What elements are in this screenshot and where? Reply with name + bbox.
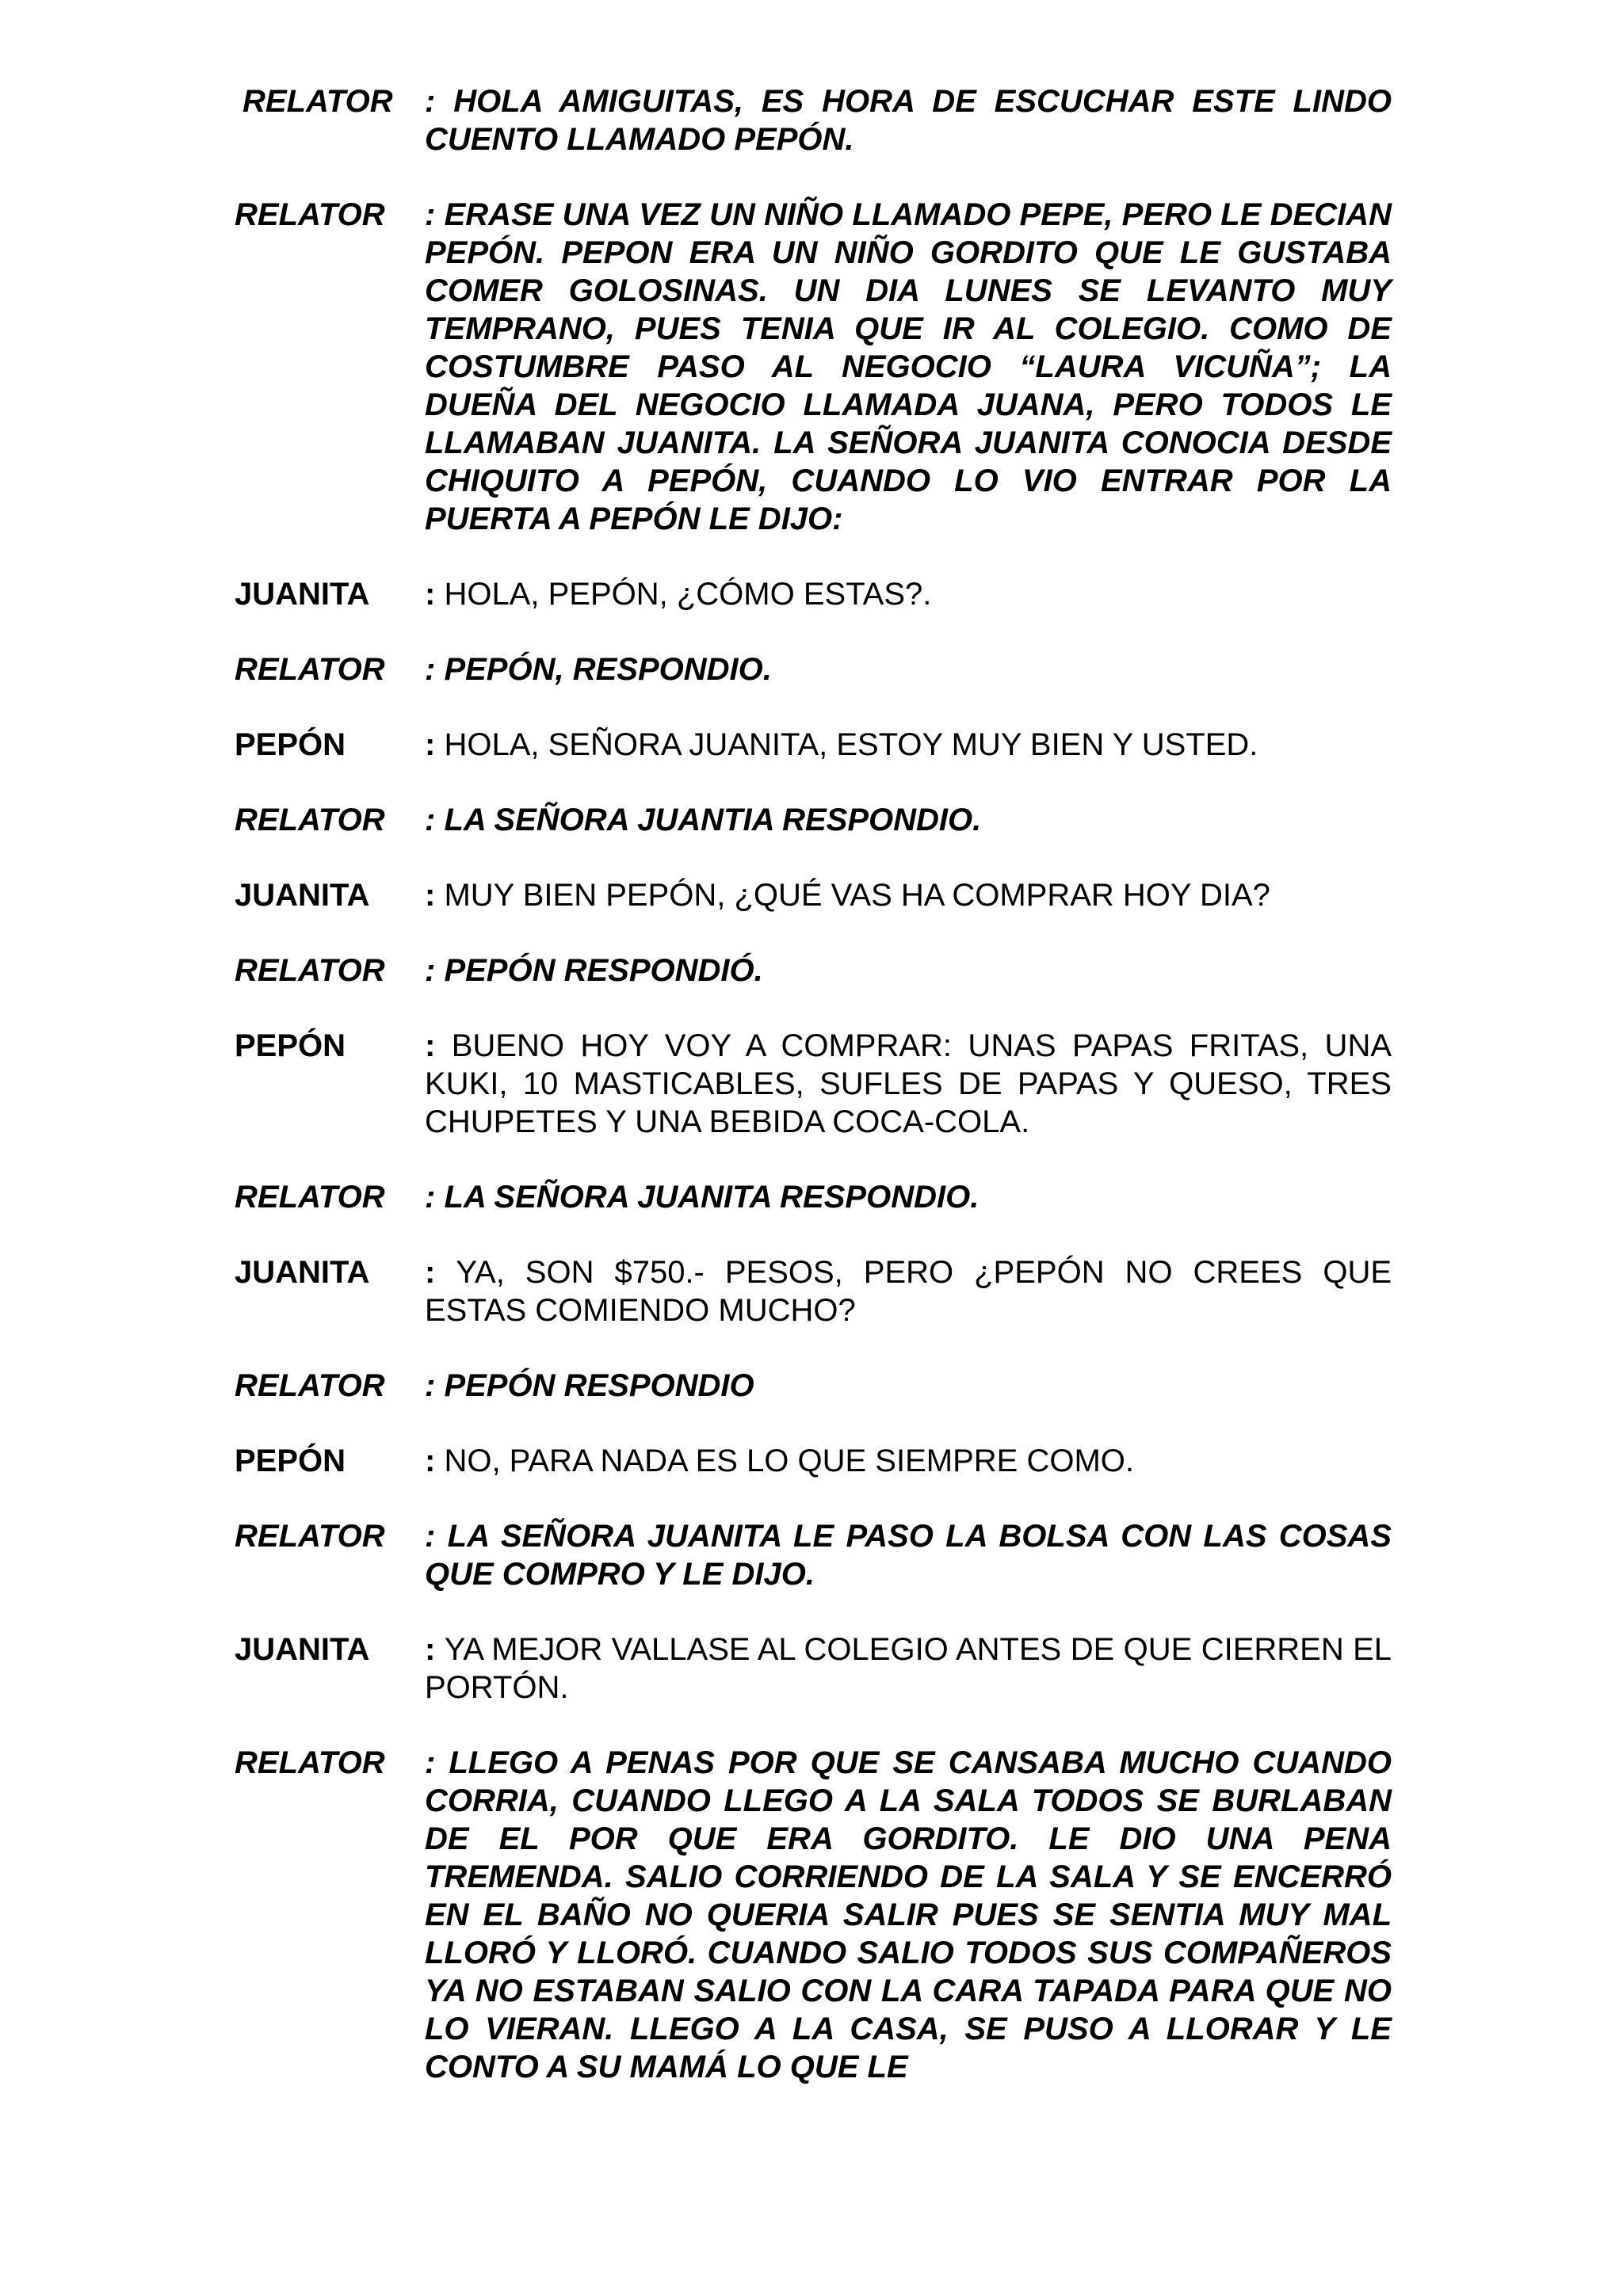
line-text: : PEPÓN, RESPONDIO. [425, 652, 772, 687]
speaker-name: JUANITA [235, 878, 370, 913]
line-text: : YA MEJOR VALLASE AL COLEGIO ANTES DE QUE CIERREN EL PORTÓN. [425, 1632, 1392, 1705]
line-text: : LA SEÑORA JUANTIA RESPONDIO. [425, 803, 982, 837]
script-line [235, 1367, 1392, 1405]
line-text: : PEPÓN RESPONDIO [425, 1368, 754, 1403]
speaker-name: RELATOR [235, 1368, 385, 1403]
speaker-name: RELATOR [235, 953, 385, 988]
line-text: : HOLA, PEPÓN, ¿CÓMO ESTAS?. [425, 577, 932, 612]
line-text: : LLEGO A PENAS POR QUE SE CANSABA MUCHO CUANDO CORRIA, CUANDO LLEGO A LA SALA TODOS SE BURLABAN DE EL POR QUE ERA GORDITO. LE DIO UNA PENA TREMENDA. SALIO CORRIENDO DE LA SALA Y SE ENCERRÓ EN EL BAÑO NO QUERIA SALIR PUES SE SENTIA MUY MAL LLORÓ Y LLORÓ. CUANDO SALIO TODOS SUS COMPAÑEROS YA NO ESTABAN SALIO CON LA CARA TAPADA PARA QUE NO LO VIERAN. LLEGO A LA CASA, SE PUSO A LLORAR Y LE CONTO A SU MAMÁ LO QUE LE [425, 1745, 1392, 2084]
script-line [235, 650, 1392, 688]
speaker-name: JUANITA [235, 1632, 370, 1667]
speaker-name: RELATOR [235, 197, 385, 232]
script-line [235, 1442, 1392, 1480]
line-text: : NO, PARA NADA ES LO QUE SIEMPRE COMO. [425, 1444, 1135, 1478]
speaker-name: RELATOR [235, 1180, 385, 1215]
line-text: : LA SEÑORA JUANITA LE PASO LA BOLSA CON LAS COSAS QUE COMPRO Y LE DIJO. [425, 1519, 1392, 1592]
line-text: : HOLA AMIGUITAS, ES HORA DE ESCUCHAR ESTE LINDO CUENTO LLAMADO PEPÓN. [425, 84, 1392, 157]
speaker-name: JUANITA [235, 1255, 370, 1290]
line-text: : BUENO HOY VOY A COMPRAR: UNAS PAPAS FRITAS, UNA KUKI, 10 MASTICABLES, SUFLES DE PAPAS Y QUESO, TRES CHUPETES Y UNA BEBIDA COCA-COLA. [425, 1028, 1392, 1139]
speaker-name: PEPÓN [235, 727, 346, 762]
script-line [235, 196, 1392, 538]
line-text: : PEPÓN RESPONDIÓ. [425, 953, 763, 988]
script-line [235, 82, 1392, 158]
line-text: : ERASE UNA VEZ UN NIÑO LLAMADO PEPE, PERO LE DECIAN PEPÓN. PEPON ERA UN NIÑO GORDITO QUE LE GUSTABA COMER GOLOSINAS. UN DIA LUNES SE LEVANTO MUY TEMPRANO, PUES TENIA QUE IR AL COLEGIO. COMO DE COSTUMBRE PASO AL NEGOCIO “LAURA VICUÑA”; LA DUEÑA DEL NEGOCIO LLAMADA JUANA, PERO TODOS LE LLAMABAN JUANITA. LA SEÑORA JUANITA CONOCIA DESDE CHIQUITO A PEPÓN, CUANDO LO VIO ENTRAR POR LA PUERTA A PEPÓN LE DIJO: [425, 197, 1392, 536]
line-text: : HOLA, SEÑORA JUANITA, ESTOY MUY BIEN Y USTED. [425, 727, 1258, 762]
line-text: : YA, SON $750.- PESOS, PERO ¿PEPÓN NO CREES QUE ESTAS COMIENDO MUCHO? [425, 1255, 1392, 1328]
script-line [235, 1253, 1392, 1329]
script-line [235, 1630, 1392, 1707]
script-line [235, 1027, 1392, 1141]
script-line [235, 952, 1392, 990]
script-line [235, 575, 1392, 613]
speaker-name: RELATOR [235, 652, 385, 687]
script-line [235, 801, 1392, 839]
speaker-name: PEPÓN [235, 1444, 346, 1478]
script-line [235, 726, 1392, 764]
script-line [235, 876, 1392, 914]
script-line [235, 1517, 1392, 1593]
script-body [235, 82, 1392, 2123]
line-text: : LA SEÑORA JUANITA RESPONDIO. [425, 1180, 980, 1215]
script-line [235, 1744, 1392, 2086]
script-line [235, 1178, 1392, 1216]
speaker-name: RELATOR [242, 84, 393, 119]
line-text: : MUY BIEN PEPÓN, ¿QUÉ VAS HA COMPRAR HOY DIA? [425, 878, 1270, 913]
speaker-name: RELATOR [235, 1745, 385, 1780]
speaker-name: JUANITA [235, 577, 370, 612]
speaker-name: PEPÓN [235, 1028, 346, 1063]
speaker-name: RELATOR [235, 1519, 385, 1554]
speaker-name: RELATOR [235, 803, 385, 837]
